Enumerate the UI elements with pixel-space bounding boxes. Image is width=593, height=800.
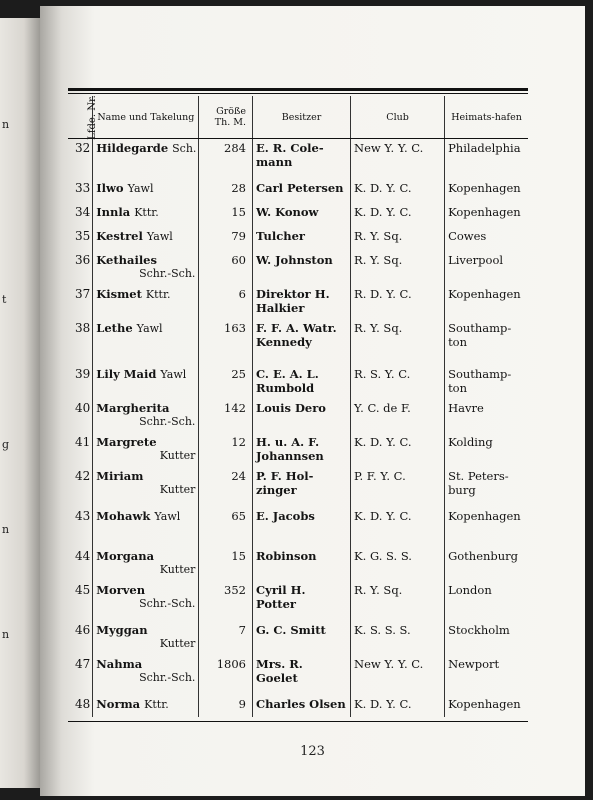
yacht-name: Kestrel bbox=[96, 228, 143, 243]
row-number: 44 bbox=[74, 548, 91, 563]
yacht-name-cell bbox=[93, 179, 199, 203]
row-number: 33 bbox=[74, 180, 91, 195]
table-row bbox=[68, 203, 528, 227]
yacht-name-cell bbox=[93, 365, 199, 399]
home-port: Liverpool bbox=[445, 251, 528, 285]
home-port: Gothenburg bbox=[445, 547, 528, 581]
yacht-register-table bbox=[68, 88, 528, 722]
book-page bbox=[40, 6, 585, 796]
row-number: 32 bbox=[74, 141, 91, 155]
header-name: Name und Takelung bbox=[93, 96, 199, 139]
table-row bbox=[68, 399, 528, 433]
table-row bbox=[68, 581, 528, 621]
tonnage: 6 bbox=[199, 285, 253, 319]
facing-page-fragment: n bbox=[2, 628, 10, 641]
table-row bbox=[68, 251, 528, 285]
yacht-name-cell bbox=[93, 433, 199, 467]
table-row bbox=[68, 319, 528, 365]
yacht-rig: Kutter bbox=[159, 562, 196, 576]
tonnage: 142 bbox=[199, 399, 253, 433]
yacht-name: Nahma bbox=[96, 656, 143, 671]
owner: P. F. Hol-zinger bbox=[252, 467, 350, 507]
club: K. D. Y. C. bbox=[351, 203, 445, 227]
table-row bbox=[68, 365, 528, 399]
yacht-name-cell bbox=[93, 203, 199, 227]
yacht-name: Margherita bbox=[96, 400, 170, 415]
row-number: 37 bbox=[74, 286, 91, 301]
yacht-rig: Yawl bbox=[127, 181, 154, 195]
owner: Charles Olsen bbox=[252, 695, 350, 717]
yacht-name: Myggan bbox=[96, 622, 148, 637]
yacht-name: Lethe bbox=[96, 320, 133, 335]
table-row bbox=[68, 179, 528, 203]
owner: W. Konow bbox=[252, 203, 350, 227]
tonnage: 352 bbox=[199, 581, 253, 621]
tonnage: 163 bbox=[199, 319, 253, 365]
club: Y. C. de F. bbox=[351, 399, 445, 433]
tonnage: 7 bbox=[199, 621, 253, 655]
home-port: Southamp-ton bbox=[445, 319, 528, 365]
yacht-name: Margrete bbox=[96, 434, 157, 449]
row-number: 47 bbox=[74, 656, 91, 671]
home-port: Kopenhagen bbox=[445, 507, 528, 547]
tonnage: 1806 bbox=[199, 655, 253, 695]
yacht-name: Morgana bbox=[96, 548, 155, 563]
home-port: Kopenhagen bbox=[445, 695, 528, 717]
header-club: Club bbox=[351, 96, 445, 139]
owner: Tulcher bbox=[252, 227, 350, 251]
yacht-rig: Kutter bbox=[159, 482, 196, 496]
tonnage: 25 bbox=[199, 365, 253, 399]
table-row bbox=[68, 227, 528, 251]
table-row bbox=[68, 621, 528, 655]
yacht-rig: Kutter bbox=[159, 636, 196, 650]
yacht-name: Miriam bbox=[96, 468, 144, 483]
row-number: 34 bbox=[74, 204, 91, 219]
facing-page-fragment: n bbox=[2, 523, 10, 536]
row-number: 46 bbox=[74, 622, 91, 637]
yacht-name-cell bbox=[93, 251, 199, 285]
row-number: 36 bbox=[74, 252, 91, 267]
home-port: Kopenhagen bbox=[445, 285, 528, 319]
row-number: 38 bbox=[74, 320, 91, 335]
club: K. D. Y. C. bbox=[351, 507, 445, 547]
yacht-rig: Kutter bbox=[159, 448, 196, 462]
facing-page-edge bbox=[0, 18, 40, 788]
yacht-rig: Yawl bbox=[160, 367, 187, 381]
facing-page-fragment: n bbox=[2, 118, 10, 131]
home-port: Kopenhagen bbox=[445, 179, 528, 203]
tonnage: 15 bbox=[199, 203, 253, 227]
row-number: 45 bbox=[74, 582, 91, 597]
tonnage: 60 bbox=[199, 251, 253, 285]
home-port: Philadelphia bbox=[445, 139, 528, 179]
owner: Louis Dero bbox=[252, 399, 350, 433]
row-number: 35 bbox=[74, 228, 91, 243]
club: R. S. Y. C. bbox=[351, 365, 445, 399]
row-number: 40 bbox=[74, 400, 91, 415]
header-number: Lfde. Nr. bbox=[68, 96, 93, 139]
club: K. D. Y. C. bbox=[351, 695, 445, 717]
header-owner: Besitzer bbox=[252, 96, 350, 139]
yacht-rig: Yawl bbox=[136, 321, 163, 335]
table-row bbox=[68, 655, 528, 695]
table-row bbox=[68, 507, 528, 547]
club: New Y. Y. C. bbox=[351, 655, 445, 695]
yacht-name: Kismet bbox=[96, 286, 142, 301]
yacht-rig: Yawl bbox=[146, 229, 173, 243]
yacht-name: Kethailes bbox=[96, 252, 157, 267]
yacht-rig: Kttr. bbox=[134, 205, 159, 219]
home-port: Newport bbox=[445, 655, 528, 695]
yacht-rig: Kttr. bbox=[145, 287, 171, 301]
owner: E. R. Cole-mann bbox=[252, 139, 350, 179]
row-number: 43 bbox=[74, 508, 91, 523]
row-number: 41 bbox=[74, 434, 91, 449]
club: R. D. Y. C. bbox=[351, 285, 445, 319]
yacht-name-cell bbox=[93, 695, 199, 717]
yacht-rig: Schr.-Sch. bbox=[139, 670, 196, 684]
facing-page-fragment: g bbox=[2, 438, 10, 451]
tonnage: 24 bbox=[199, 467, 253, 507]
tonnage: 284 bbox=[199, 139, 253, 179]
row-number: 42 bbox=[74, 468, 91, 483]
yacht-name-cell bbox=[93, 285, 199, 319]
yacht-name: Norma bbox=[96, 696, 141, 711]
yacht-rig: Yawl bbox=[154, 509, 181, 523]
table-row bbox=[68, 547, 528, 581]
club: R. Y. Sq. bbox=[351, 581, 445, 621]
owner: C. E. A. L. Rumbold bbox=[252, 365, 350, 399]
owner: Carl Petersen bbox=[252, 179, 350, 203]
yacht-rig: Schr.-Sch. bbox=[139, 266, 196, 280]
tonnage: 9 bbox=[199, 695, 253, 717]
club: P. F. Y. C. bbox=[351, 467, 445, 507]
club: New Y. Y. C. bbox=[351, 139, 445, 179]
owner: Robinson bbox=[252, 547, 350, 581]
table-header-row bbox=[68, 96, 528, 139]
yacht-name: Hildegarde bbox=[96, 141, 169, 155]
table-row bbox=[68, 467, 528, 507]
home-port: Cowes bbox=[445, 227, 528, 251]
header-home-port: Heimats-hafen bbox=[445, 96, 528, 139]
tonnage: 65 bbox=[199, 507, 253, 547]
tonnage: 12 bbox=[199, 433, 253, 467]
club: R. Y. Sq. bbox=[351, 227, 445, 251]
club: K. S. S. S. bbox=[351, 621, 445, 655]
yacht-name: Morven bbox=[96, 582, 146, 597]
owner: Direktor H. Halkier bbox=[252, 285, 350, 319]
club: K. D. Y. C. bbox=[351, 179, 445, 203]
yacht-name-cell bbox=[93, 227, 199, 251]
owner: F. F. A. Watr. Kennedy bbox=[252, 319, 350, 365]
page-number: 123 bbox=[300, 744, 325, 759]
header-tonnage: Größe Th. M. bbox=[199, 96, 253, 139]
home-port: Kolding bbox=[445, 433, 528, 467]
owner: Mrs. R. Goelet bbox=[252, 655, 350, 695]
home-port: Havre bbox=[445, 399, 528, 433]
owner: Cyril H. Potter bbox=[252, 581, 350, 621]
yacht-name: Innla bbox=[96, 204, 131, 219]
table-row bbox=[68, 139, 528, 179]
yacht-name-cell bbox=[93, 547, 199, 581]
row-number: 39 bbox=[74, 366, 91, 381]
club: K. D. Y. C. bbox=[351, 433, 445, 467]
yacht-name-cell bbox=[93, 507, 199, 547]
table-row bbox=[68, 695, 528, 717]
home-port: Stockholm bbox=[445, 621, 528, 655]
yacht-name-cell bbox=[93, 581, 199, 621]
club: K. G. S. S. bbox=[351, 547, 445, 581]
yacht-name-cell bbox=[93, 319, 199, 365]
yacht-name-cell bbox=[93, 655, 199, 695]
owner: G. C. Smitt bbox=[252, 621, 350, 655]
yacht-rig: Schr.-Sch. bbox=[139, 596, 196, 610]
row-number: 48 bbox=[74, 696, 91, 711]
club: R. Y. Sq. bbox=[351, 319, 445, 365]
home-port: Southamp-ton bbox=[445, 365, 528, 399]
owner: E. Jacobs bbox=[252, 507, 350, 547]
yacht-rig: Kttr. bbox=[144, 697, 169, 711]
club: R. Y. Sq. bbox=[351, 251, 445, 285]
owner: W. Johnston bbox=[252, 251, 350, 285]
yacht-name: Lily Maid bbox=[96, 366, 157, 381]
yacht-name-cell bbox=[93, 139, 199, 179]
yacht-name: Ilwo bbox=[96, 180, 124, 195]
yacht-name: Mohawk bbox=[96, 508, 151, 523]
home-port: London bbox=[445, 581, 528, 621]
tonnage: 79 bbox=[199, 227, 253, 251]
facing-page-fragment: t bbox=[2, 293, 7, 306]
yacht-rig: Sch. bbox=[172, 142, 197, 155]
tonnage: 15 bbox=[199, 547, 253, 581]
owner: H. u. A. F. Johannsen bbox=[252, 433, 350, 467]
yacht-name-cell bbox=[93, 399, 199, 433]
yacht-rig: Schr.-Sch. bbox=[139, 414, 196, 428]
tonnage: 28 bbox=[199, 179, 253, 203]
table-row bbox=[68, 433, 528, 467]
table-row bbox=[68, 285, 528, 319]
yacht-name-cell bbox=[93, 621, 199, 655]
home-port: Kopenhagen bbox=[445, 203, 528, 227]
home-port: St. Peters-burg bbox=[445, 467, 528, 507]
yacht-name-cell bbox=[93, 467, 199, 507]
